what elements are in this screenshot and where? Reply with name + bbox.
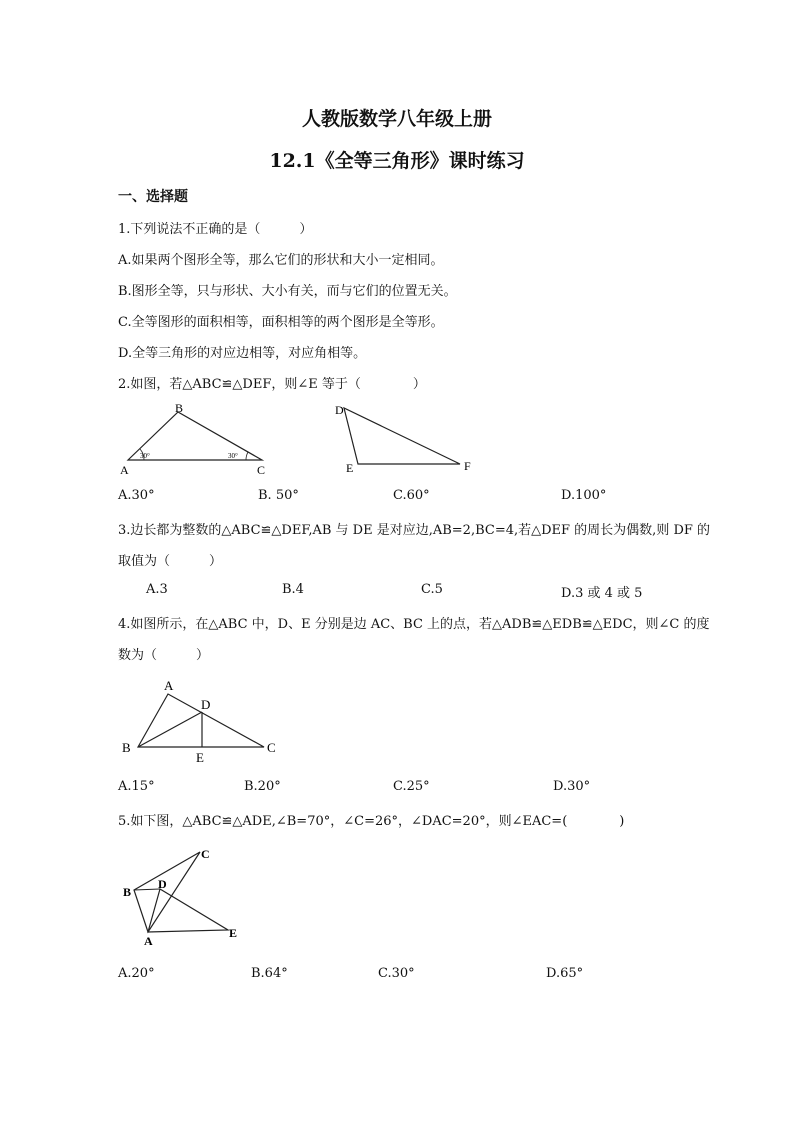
q2-figure-abc [116, 398, 286, 478]
label-c: C [257, 463, 266, 477]
label-d: D [158, 877, 167, 891]
q4-figure [116, 676, 286, 768]
q2-option-d: D.100° [561, 488, 607, 503]
label-f: F [464, 459, 471, 473]
q2-option-b: B. 50° [258, 488, 299, 503]
label-e: E [229, 926, 238, 940]
section-heading: 一、选择题 [118, 189, 188, 205]
triangle-def [344, 408, 460, 464]
q3-option-a: A.3 [146, 582, 168, 597]
q5-option-c: C.30° [378, 966, 415, 981]
q1-option-b: B.图形全等，只与形状、大小有关，而与它们的位置无关。 [118, 284, 457, 299]
q3-option-b: B.4 [282, 582, 304, 597]
page-subtitle: 12.1《全等三角形》课时练习 [269, 150, 525, 172]
label-e: E [346, 461, 354, 475]
q5-option-a: A.20° [118, 966, 155, 981]
q1-option-d: D.全等三角形的对应边相等，对应角相等。 [118, 346, 367, 361]
q2-stem: 2.如图，若△ABC≌△DEF，则∠E 等于（ ） [118, 377, 426, 392]
label-b: B [175, 401, 184, 415]
label-b: B [123, 885, 132, 899]
q3-stem-line1: 3.边长都为整数的△ABC≌△DEF,AB 与 DE 是对应边,AB=2,BC=4,若△DEF 的周长为偶数,则 DF 的 [118, 523, 711, 538]
label-angle-c: 30° [228, 452, 238, 460]
q1-option-c: C.全等图形的面积相等，面积相等的两个图形是全等形。 [118, 315, 444, 330]
q5-option-d: D.65° [546, 966, 584, 981]
q2-option-a: A.30° [118, 488, 155, 503]
page-title: 人教版数学八年级上册 [301, 108, 492, 130]
q5-stem: 5.如下图，△ABC≌△ADE,∠B=70°，∠C=26°，∠DAC=20°，则∠EAC=( ) [118, 814, 625, 829]
segment-bd [134, 889, 160, 890]
q4-option-c: C.25° [393, 779, 430, 794]
label-e: E [196, 750, 204, 765]
label-d: D [201, 697, 211, 712]
label-a: A [120, 463, 129, 477]
label-b: B [122, 740, 131, 755]
triangle-abc [134, 852, 200, 932]
triangle-ade [148, 889, 228, 932]
q5-option-b: B.64° [251, 966, 288, 981]
label-c: C [201, 847, 210, 861]
q4-stem-line2: 数为（ ） [118, 648, 210, 663]
label-d: D [335, 403, 344, 417]
label-a: A [144, 934, 153, 948]
q3-option-d: D.3 或 4 或 5 [561, 586, 643, 601]
q4-option-d: D.30° [553, 779, 591, 794]
label-angle-a: 30° [140, 452, 150, 460]
q4-option-b: B.20° [244, 779, 281, 794]
q1-option-a: A.如果两个图形全等，那么它们的形状和大小一定相同。 [118, 253, 444, 268]
q2-option-c: C.60° [393, 488, 430, 503]
q4-stem-line1: 4.如图所示，在△ABC 中，D、E 分别是边 AC、BC 上的点，若△ADB≌△EDB≌△EDC，则∠C 的度 [118, 617, 710, 632]
label-a: A [164, 678, 174, 693]
q1-stem: 1.下列说法不正确的是（ ） [118, 222, 313, 237]
q4-option-a: A.15° [118, 779, 155, 794]
label-c: C [267, 740, 276, 755]
q3-option-c: C.5 [421, 582, 443, 597]
q2-figure-def [330, 398, 480, 478]
angle-c-arc [246, 452, 248, 460]
q5-figure [118, 842, 248, 948]
q3-stem-line2: 取值为（ ） [118, 554, 223, 569]
